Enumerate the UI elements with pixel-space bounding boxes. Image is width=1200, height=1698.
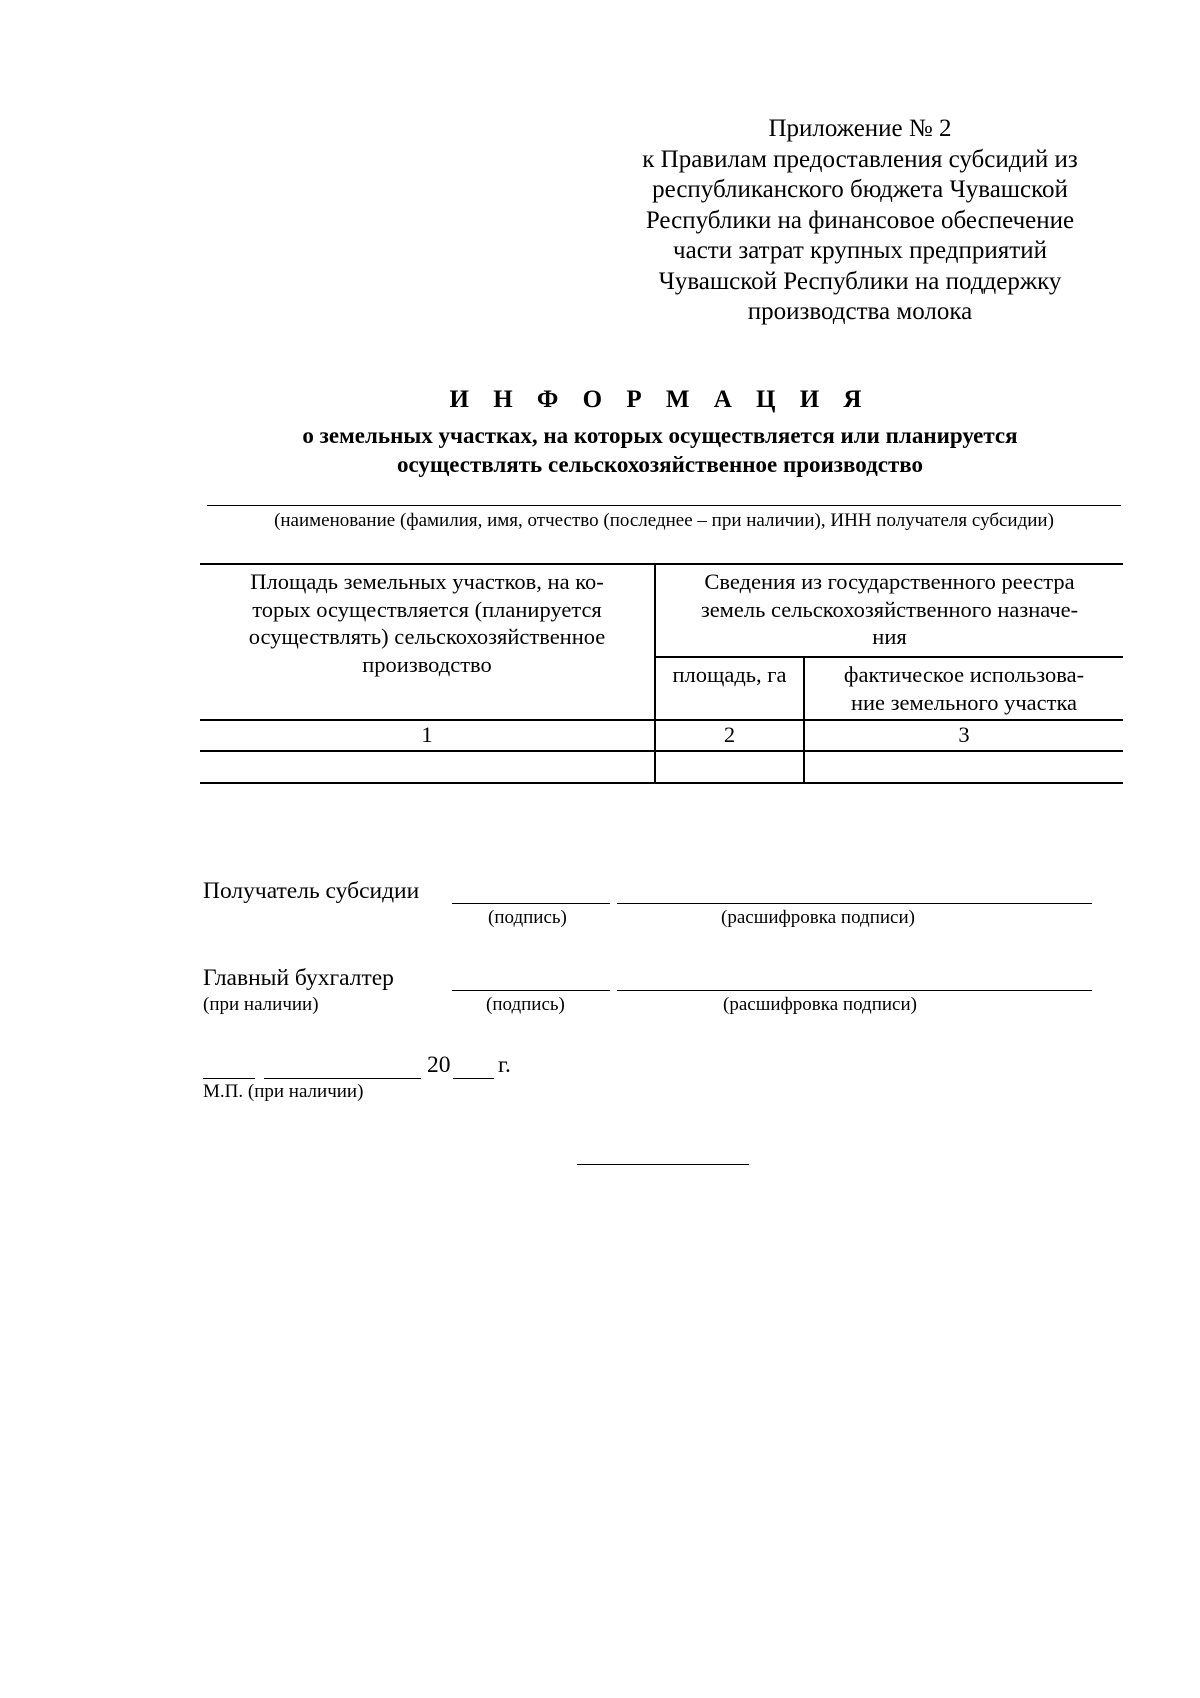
table-bottom-border [200,782,1123,784]
signature-caption: (подпись) [486,994,565,1015]
date-year-prefix: 20 [427,1052,451,1078]
header-line: производство [362,651,492,677]
header-line: ние земельного участка [850,689,1078,715]
appendix-line: республиканского бюджета Чувашской [652,176,1068,203]
header-line: ния [872,624,907,649]
column-number: 3 [958,722,970,747]
table-cell-empty[interactable] [805,752,1123,782]
header-land-area [200,568,654,678]
date-year-field[interactable] [453,1078,494,1079]
header-actual-use [805,661,1123,716]
table-cell-empty[interactable] [200,752,654,782]
document-title: И Н Ф О Р М А Ц И Я [449,386,871,413]
header-line: торых осуществляется (планируется [252,596,602,622]
appendix-line: к Правилам предоставления субсидий из [642,145,1078,173]
signature-caption: (подпись) [488,907,567,928]
recipient-name-caption: (наименование (фамилия, имя, отчество (последнее – при наличии), ИНН получателя субсидии) [274,510,1054,531]
column-number: 1 [421,722,433,747]
recipient-decoding-field[interactable] [617,903,1092,904]
header-line: фактическое использова- [843,662,1085,687]
recipient-label: Получатель субсидии [203,878,420,904]
recipient-signature-field[interactable] [452,903,610,904]
table-top-border [200,563,1123,565]
appendix-note [600,114,1120,328]
appendix-line: Республики на финансовое обеспечение [645,206,1075,234]
header-area-ha: площадь, га [672,662,787,687]
column-number: 2 [723,722,736,747]
decoding-caption: (расшифровка подписи) [723,994,917,1015]
table-cell-empty[interactable] [656,752,803,782]
appendix-line: производства молока [747,298,973,325]
header-line: Сведения из государственного реестра [704,569,1075,594]
accountant-signature-field[interactable] [452,990,610,991]
subtitle-line: о земельных участках, на которых осуществляется или планируется [302,423,1018,448]
stamp-note: М.П. (при наличии) [203,1081,364,1102]
date-year-suffix: г. [498,1052,511,1078]
accountant-note: (при наличии) [203,994,319,1015]
closing-separator [577,1164,749,1165]
header-line: осуществлять) сельскохозяйственное [248,624,606,649]
date-month-field[interactable] [264,1078,421,1079]
decoding-caption: (расшифровка подписи) [721,907,915,928]
accountant-decoding-field[interactable] [617,990,1092,991]
recipient-name-field[interactable] [207,505,1121,506]
table-subheader-border [655,656,1123,658]
date-day-field[interactable] [203,1078,255,1079]
header-registry-info [656,568,1123,651]
appendix-line: Приложение № 2 [768,115,952,142]
header-line: Площадь земельных участков, на ко- [250,569,604,594]
document-subtitle [200,421,1120,479]
appendix-line: Чувашской Республики на поддержку [658,267,1062,295]
appendix-line: части затрат крупных предприятий [673,237,1047,264]
header-line: земель сельскохозяйственного назначе- [700,596,1079,622]
subtitle-line: осуществлять сельскохозяйственное производство [396,452,924,477]
accountant-label: Главный бухгалтер [203,965,394,991]
